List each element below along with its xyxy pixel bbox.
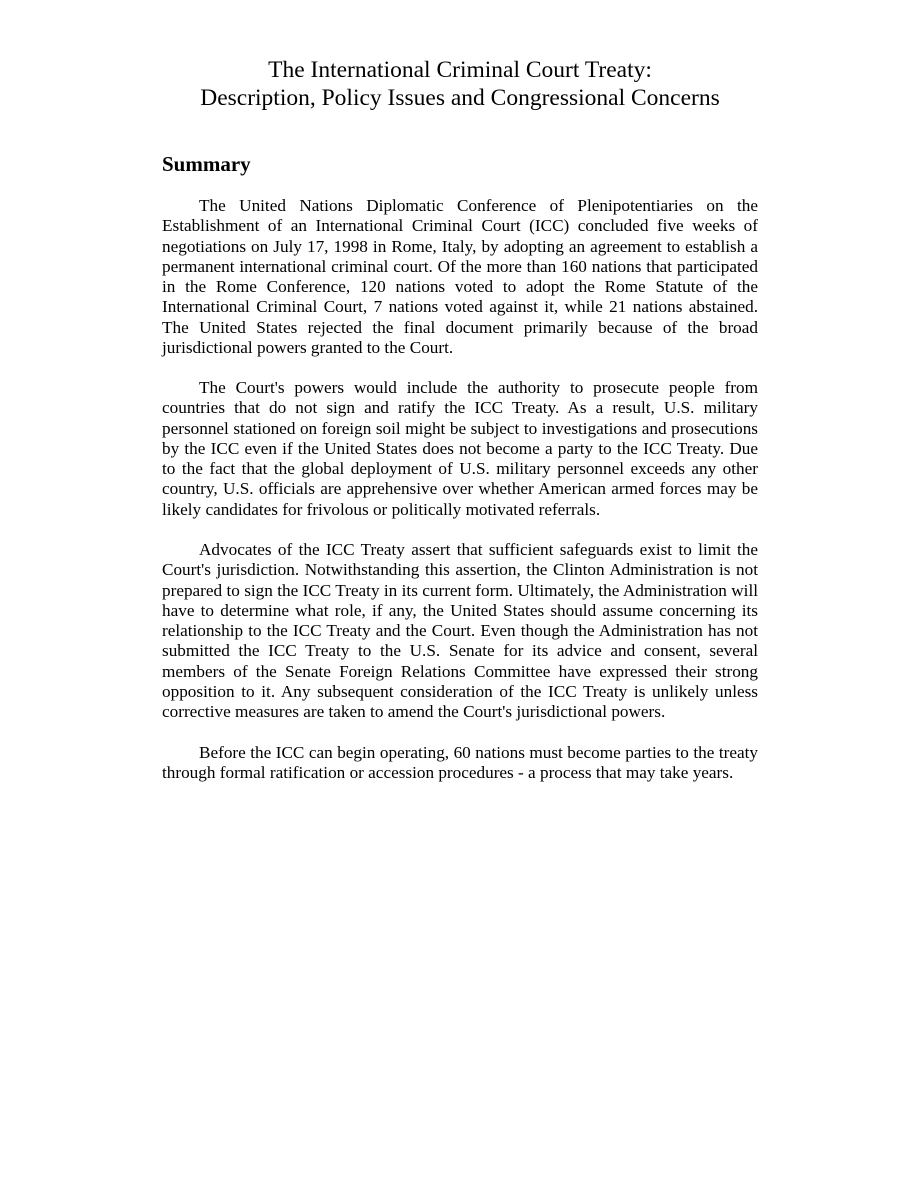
document-title-line-2: Description, Policy Issues and Congressional Concerns [200,85,720,111]
summary-paragraph-4: Before the ICC can begin operating, 60 nations must become parties to the treaty through formal ratification or accession procedures - a process that may take years. [162,743,758,783]
section-heading-summary: Summary [162,152,251,176]
summary-paragraph-1: The United Nations Diplomatic Conference of Plenipotentiaries on the Establishment of an International Criminal Court (ICC) concluded five weeks of negotiations on July 17, 1998 in Rome, Italy, by adopting an agreement to establish a permanent international criminal court. Of the more than 160 nations that participated in the Rome Conference, 120 nations voted to adopt the Rome Statute of the International Criminal Court, 7 nations voted against it, while 21 nations abstained. The United States rejected the final document primarily because of the broad jurisdictional powers granted to the Court. [162,196,758,358]
document-title-line-1: The International Criminal Court Treaty: [268,57,652,83]
summary-paragraph-2: The Court's powers would include the authority to prosecute people from countries that do not sign and ratify the ICC Treaty. As a result, U.S. military personnel stationed on foreign soil might be subject to investigations and prosecutions by the ICC even if the United States does not become a party to the ICC Treaty. Due to the fact that the global deployment of U.S. military personnel exceeds any other country, U.S. officials are apprehensive over whether American armed forces may be likely candidates for frivolous or politically motivated referrals. [162,378,758,519]
summary-paragraph-3: Advocates of the ICC Treaty assert that sufficient safeguards exist to limit the Court's jurisdiction. Notwithstanding this assertion, the Clinton Administration is not prepared to sign the ICC Treaty in its current form. Ultimately, the Administration will have to determine what role, if any, the United States should assume concerning its relationship to the ICC Treaty and the Court. Even though the Administration has not submitted the ICC Treaty to the U.S. Senate for its advice and consent, several members of the Senate Foreign Relations Committee have expressed their strong opposition to it. Any subsequent consideration of the ICC Treaty is unlikely unless corrective measures are taken to amend the Court's jurisdictional powers. [162,540,758,722]
